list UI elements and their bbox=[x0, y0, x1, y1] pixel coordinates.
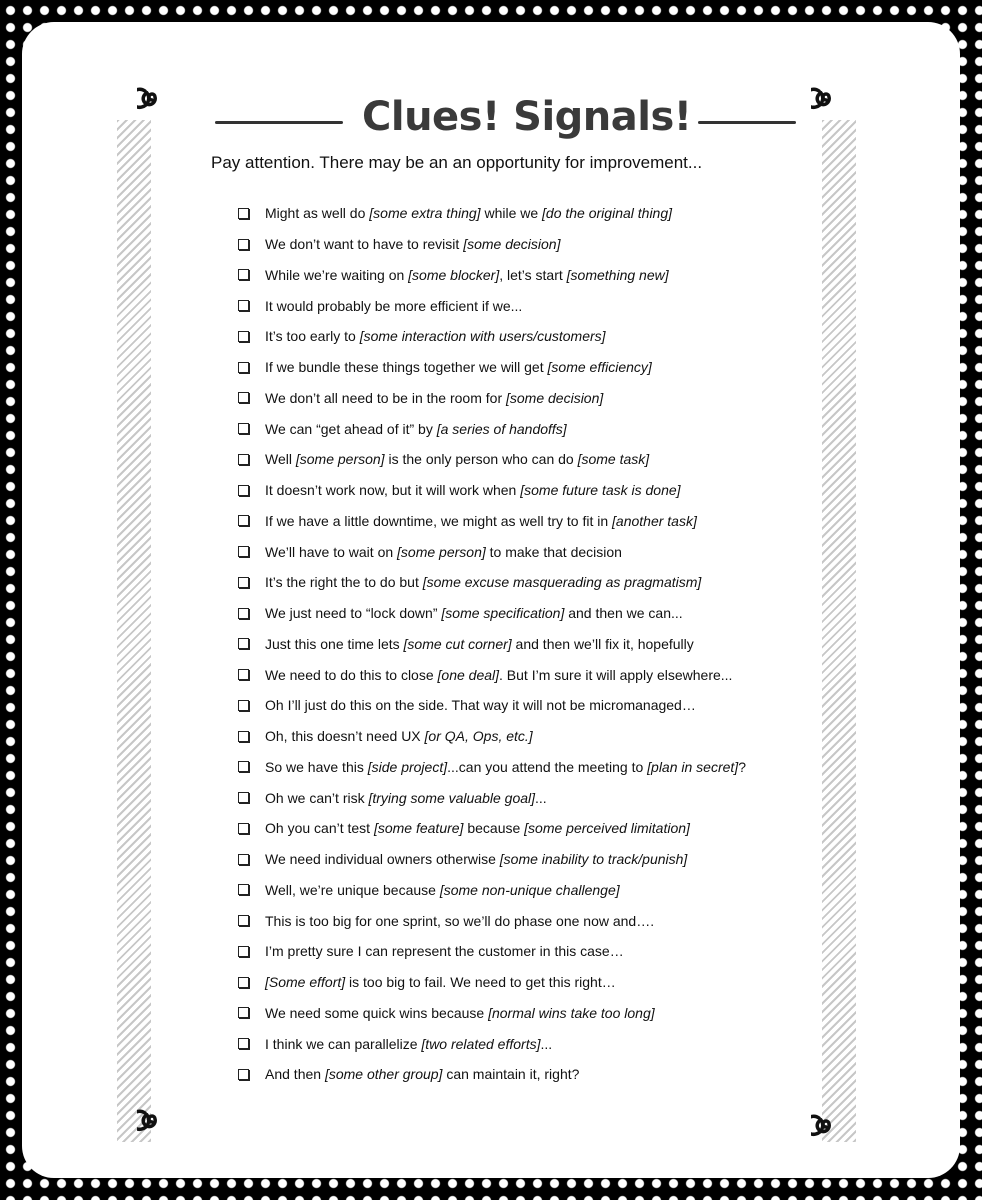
checkbox[interactable] bbox=[238, 915, 249, 926]
checkbox[interactable] bbox=[238, 700, 249, 711]
item-text-segment: It would probably be more efficient if we... bbox=[265, 297, 523, 314]
checklist-item bbox=[238, 475, 798, 506]
checklist-item-text bbox=[265, 943, 624, 959]
checklist-item bbox=[238, 998, 798, 1029]
checkbox[interactable] bbox=[238, 423, 249, 434]
checklist-item bbox=[238, 690, 798, 721]
item-text-segment: because bbox=[463, 820, 525, 837]
checklist bbox=[238, 198, 798, 1090]
left-hatch-stripe bbox=[117, 120, 151, 1142]
item-text-segment: and then we can... bbox=[564, 605, 683, 622]
subtitle: Pay attention. There may be an an opportunity for improvement... bbox=[211, 153, 703, 172]
swirl-icon bbox=[137, 83, 167, 117]
checklist-item bbox=[238, 352, 798, 383]
checkbox[interactable] bbox=[238, 331, 249, 342]
item-text-segment: This is too big for one sprint, so we’ll do phase one now and…. bbox=[265, 912, 655, 929]
checklist-item bbox=[238, 567, 798, 598]
checklist-item-text bbox=[265, 482, 681, 498]
checkbox[interactable] bbox=[238, 608, 249, 619]
item-text-segment: ... bbox=[535, 789, 547, 806]
placeholder-phrase: [normal wins take too long] bbox=[488, 1004, 655, 1021]
checklist-item bbox=[238, 413, 798, 444]
checklist-item-text bbox=[265, 636, 694, 652]
checklist-item-text bbox=[265, 544, 622, 560]
item-text-segment: We just need to “lock down” bbox=[265, 605, 442, 622]
checklist-item bbox=[238, 813, 798, 844]
placeholder-phrase: [a series of handoffs] bbox=[436, 420, 567, 437]
item-text-segment: ... bbox=[540, 1035, 553, 1052]
checklist-item bbox=[238, 229, 798, 260]
page-title: Clues! Signals! bbox=[362, 94, 692, 140]
item-text-segment: Might as well do bbox=[265, 205, 370, 222]
item-text-segment: Oh, this doesn’t need UX bbox=[265, 728, 425, 745]
placeholder-phrase: [some perceived limitation] bbox=[524, 820, 690, 837]
item-text-segment: , let’s start bbox=[499, 266, 567, 283]
placeholder-phrase: [some person] bbox=[397, 543, 486, 560]
placeholder-phrase: [some blocker] bbox=[408, 266, 500, 283]
item-text-segment: Oh I’ll just do this on the side. That way it will not be micromanaged… bbox=[265, 697, 696, 714]
checkbox[interactable] bbox=[238, 392, 249, 403]
checklist-item-text bbox=[265, 205, 672, 221]
checklist-item-text bbox=[265, 1066, 579, 1082]
item-text-segment: It doesn’t work now, but it will work when bbox=[265, 482, 521, 499]
checklist-item bbox=[238, 383, 798, 414]
item-text-segment: We need to do this to close bbox=[265, 666, 438, 683]
checkbox[interactable] bbox=[238, 761, 249, 772]
item-text-segment: is too big to fail. We need to get this right… bbox=[345, 974, 616, 991]
checkbox[interactable] bbox=[238, 731, 249, 742]
checklist-item bbox=[238, 321, 798, 352]
checklist-item bbox=[238, 444, 798, 475]
checkbox[interactable] bbox=[238, 977, 249, 988]
checklist-item-text bbox=[265, 451, 649, 467]
checklist-item bbox=[238, 290, 798, 321]
placeholder-phrase: [plan in secret] bbox=[647, 758, 739, 775]
checkbox[interactable] bbox=[238, 1069, 249, 1080]
checklist-item-text bbox=[265, 820, 690, 836]
item-text-segment: We don’t want to have to revisit bbox=[265, 236, 464, 253]
checkbox[interactable] bbox=[238, 577, 249, 588]
checklist-item bbox=[238, 905, 798, 936]
placeholder-phrase: [some cut corner] bbox=[403, 635, 512, 652]
placeholder-phrase: [one deal] bbox=[437, 666, 500, 683]
checklist-item bbox=[238, 875, 798, 906]
checkbox[interactable] bbox=[238, 854, 249, 865]
item-text-segment: . But I’m sure it will apply elsewhere... bbox=[499, 666, 733, 683]
placeholder-phrase: [some extra thing] bbox=[369, 205, 481, 222]
checklist-item bbox=[238, 260, 798, 291]
item-text-segment: Well bbox=[265, 451, 296, 468]
item-text-segment: is the only person who can do bbox=[384, 451, 578, 468]
checkbox[interactable] bbox=[238, 362, 249, 373]
placeholder-phrase: [or QA, Ops, etc.] bbox=[424, 728, 533, 745]
checklist-item bbox=[238, 629, 798, 660]
title-rule-right bbox=[698, 121, 796, 124]
checklist-item-text bbox=[265, 759, 746, 775]
placeholder-phrase: [Some effort] bbox=[265, 974, 346, 991]
checklist-item bbox=[238, 844, 798, 875]
checklist-item-text bbox=[265, 574, 701, 590]
item-text-segment: ? bbox=[738, 758, 746, 775]
item-text-segment: If we bundle these things together we will get bbox=[265, 359, 548, 376]
checklist-item-text bbox=[265, 267, 669, 283]
item-text-segment: can maintain it, right? bbox=[442, 1066, 580, 1083]
checkbox[interactable] bbox=[238, 454, 249, 465]
item-text-segment: Just this one time lets bbox=[265, 635, 404, 652]
checklist-item-text bbox=[265, 913, 654, 929]
item-text-segment: It’s the right the to do but bbox=[265, 574, 423, 591]
checkbox[interactable] bbox=[238, 823, 249, 834]
item-text-segment: It’s too early to bbox=[265, 328, 360, 345]
checklist-item bbox=[238, 598, 798, 629]
checkbox[interactable] bbox=[238, 208, 249, 219]
checklist-item-text bbox=[265, 605, 683, 621]
checklist-item bbox=[238, 782, 798, 813]
title-row bbox=[210, 92, 800, 152]
checklist-item-text bbox=[265, 882, 620, 898]
checkbox[interactable] bbox=[238, 515, 249, 526]
checklist-item-text bbox=[265, 1005, 655, 1021]
checklist-item bbox=[238, 721, 798, 752]
item-text-segment: Oh we can’t risk bbox=[265, 789, 369, 806]
checklist-item-text bbox=[265, 790, 547, 806]
checklist-item-text bbox=[265, 421, 567, 437]
checkbox[interactable] bbox=[238, 239, 249, 250]
checklist-item-text bbox=[265, 359, 652, 375]
placeholder-phrase: [some task] bbox=[577, 451, 650, 468]
item-text-segment: So we have this bbox=[265, 758, 368, 775]
item-text-segment: I’m pretty sure I can represent the customer in this case… bbox=[265, 943, 624, 960]
checkbox[interactable] bbox=[238, 946, 249, 957]
placeholder-phrase: [some excuse masquerading as pragmatism] bbox=[422, 574, 702, 591]
placeholder-phrase: [another task] bbox=[612, 512, 697, 529]
checklist-item-text bbox=[265, 513, 697, 529]
checkbox[interactable] bbox=[238, 638, 249, 649]
checklist-item bbox=[238, 1059, 798, 1090]
title-rule-left bbox=[215, 121, 343, 124]
item-text-segment: I think we can parallelize bbox=[265, 1035, 422, 1052]
checklist-item bbox=[238, 536, 798, 567]
placeholder-phrase: [side project] bbox=[367, 758, 448, 775]
item-text-segment: We can “get ahead of it” by bbox=[265, 420, 437, 437]
checklist-item-text bbox=[265, 298, 522, 314]
item-text-segment: to make that decision bbox=[485, 543, 622, 560]
item-text-segment: We’ll have to wait on bbox=[265, 543, 398, 560]
item-text-segment: While we’re waiting on bbox=[265, 266, 409, 283]
checklist-item bbox=[238, 936, 798, 967]
checklist-item-text bbox=[265, 1036, 552, 1052]
item-text-segment: and then we’ll fix it, hopefully bbox=[511, 635, 694, 652]
checkbox[interactable] bbox=[238, 485, 249, 496]
placeholder-phrase: [some future task is done] bbox=[520, 482, 681, 499]
item-text-segment: while we bbox=[480, 205, 543, 222]
swirl-icon bbox=[811, 1110, 841, 1144]
checklist-item-text bbox=[265, 328, 606, 344]
placeholder-phrase: [some decision] bbox=[506, 389, 604, 406]
checkbox[interactable] bbox=[238, 1038, 249, 1049]
item-text-segment: We need individual owners otherwise bbox=[265, 851, 500, 868]
swirl-icon bbox=[811, 83, 841, 117]
checklist-item bbox=[238, 1028, 798, 1059]
placeholder-phrase: [some feature] bbox=[373, 820, 464, 837]
placeholder-phrase: [some non-unique challenge] bbox=[439, 881, 620, 898]
checkbox[interactable] bbox=[238, 884, 249, 895]
item-text-segment: ...can you attend the meeting to bbox=[447, 758, 648, 775]
placeholder-phrase: [trying some valuable goal] bbox=[368, 789, 536, 806]
checkbox[interactable] bbox=[238, 300, 249, 311]
checklist-item bbox=[238, 967, 798, 998]
placeholder-phrase: [some specification] bbox=[441, 605, 565, 622]
checklist-item-text bbox=[265, 236, 560, 252]
item-text-segment: If we have a little downtime, we might as well try to fit in bbox=[265, 512, 613, 529]
placeholder-phrase: [some inability to track/punish] bbox=[499, 851, 688, 868]
checklist-item-text bbox=[265, 667, 732, 683]
right-hatch-stripe bbox=[822, 120, 856, 1142]
checklist-item bbox=[238, 506, 798, 537]
checklist-item-text bbox=[265, 851, 687, 867]
checklist-item-text bbox=[265, 697, 696, 713]
item-text-segment: Oh you can’t test bbox=[265, 820, 374, 837]
checklist-item-text bbox=[265, 974, 616, 990]
checklist-item bbox=[238, 659, 798, 690]
item-text-segment: Well, we’re unique because bbox=[265, 881, 440, 898]
checklist-item bbox=[238, 198, 798, 229]
placeholder-phrase: [some interaction with users/customers] bbox=[359, 328, 606, 345]
placeholder-phrase: [some person] bbox=[295, 451, 385, 468]
item-text-segment: We need some quick wins because bbox=[265, 1004, 489, 1021]
placeholder-phrase: [do the original thing] bbox=[542, 205, 673, 222]
checkbox[interactable] bbox=[238, 269, 249, 280]
checklist-item-text bbox=[265, 728, 533, 744]
checklist-item bbox=[238, 752, 798, 783]
placeholder-phrase: [some efficiency] bbox=[547, 359, 652, 376]
checklist-item-text bbox=[265, 390, 603, 406]
checkbox[interactable] bbox=[238, 1007, 249, 1018]
swirl-icon bbox=[137, 1105, 167, 1139]
placeholder-phrase: [something new] bbox=[566, 266, 669, 283]
checkbox[interactable] bbox=[238, 546, 249, 557]
checkbox[interactable] bbox=[238, 669, 249, 680]
placeholder-phrase: [some other group] bbox=[324, 1066, 443, 1083]
item-text-segment: We don’t all need to be in the room for bbox=[265, 389, 506, 406]
placeholder-phrase: [some decision] bbox=[463, 236, 561, 253]
item-text-segment: And then bbox=[265, 1066, 325, 1083]
placeholder-phrase: [two related efforts] bbox=[421, 1035, 541, 1052]
checkbox[interactable] bbox=[238, 792, 249, 803]
